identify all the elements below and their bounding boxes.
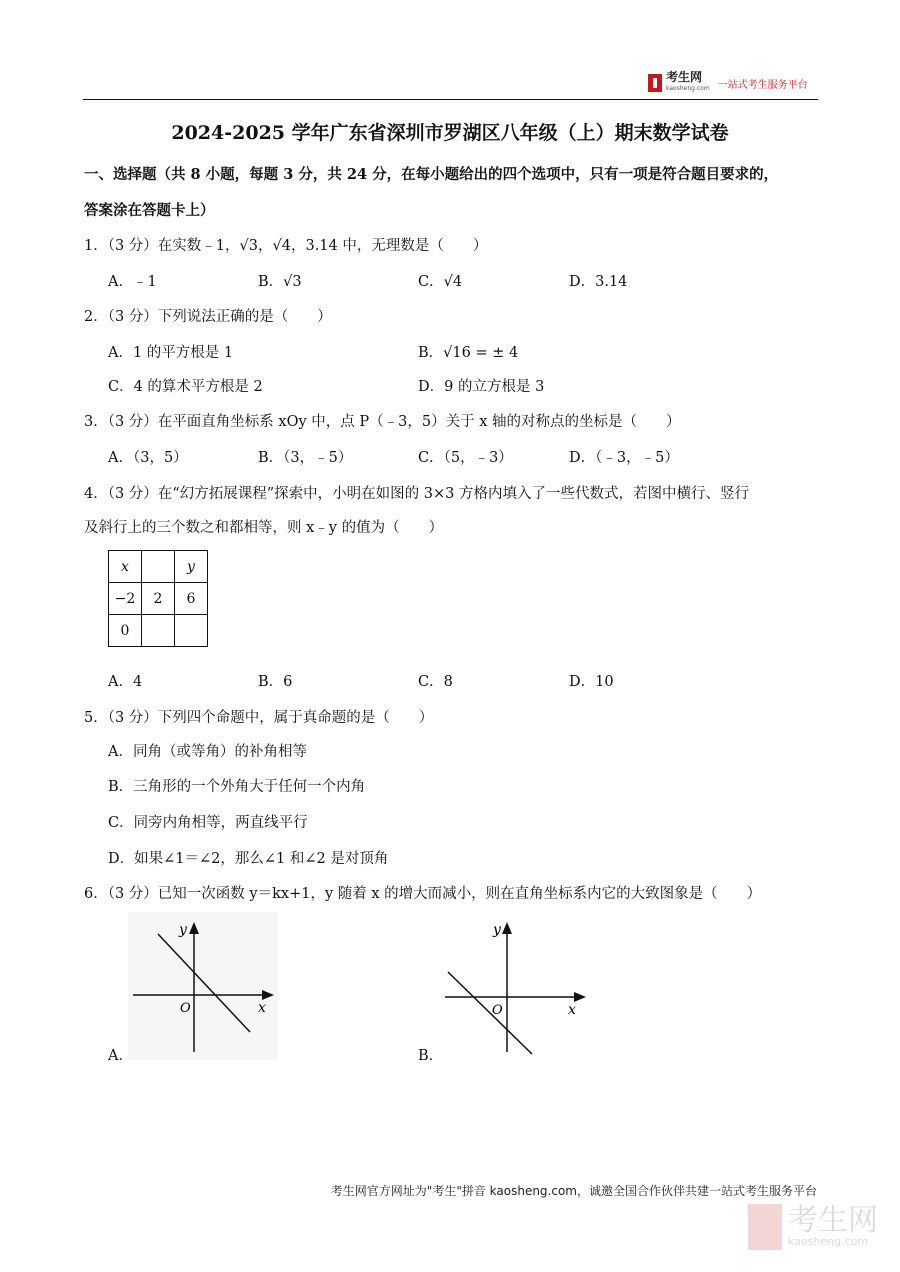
section-heading: 一、选择题（共 8 小题，每题 3 分，共 24 分，在每小题给出的四个选项中，只有一项是符合题目要求的， xyxy=(84,166,779,183)
q3-option-b[interactable]: B．（3，﹣5） xyxy=(258,450,353,466)
question-1-stem: 1．（3 分）在实数﹣1，√3，√4，3.14 中，无理数是（ ） xyxy=(84,238,488,254)
question-2-stem: 2．（3 分）下列说法正确的是（ ） xyxy=(84,309,332,325)
q6-option-b[interactable]: B． xyxy=(418,1048,444,1064)
magic-square-grid xyxy=(108,550,208,647)
axis-x-label: x xyxy=(258,1000,266,1016)
question-6-stem: 6．（3 分）已知一次函数 y＝kx+1，y 随着 x 的增大而减小，则在直角坐标系内它的大致图象是（ ） xyxy=(84,886,762,902)
q5-option-a[interactable]: A．同角（或等角）的补角相等 xyxy=(108,744,307,760)
site-logo xyxy=(648,72,808,94)
q5-option-b[interactable]: B．三角形的一个外角大于任何一个内角 xyxy=(108,779,366,795)
graph-b xyxy=(440,912,590,1060)
q3-option-a[interactable]: A．（3，5） xyxy=(108,450,188,466)
grid-cell: 2 xyxy=(142,583,175,615)
q5-option-d[interactable]: D．如果∠1＝∠2，那么∠1 和∠2 是对顶角 xyxy=(108,851,389,867)
q3-option-c[interactable]: C．（5，﹣3） xyxy=(418,450,513,466)
question-4-stem: 4．（3 分）在“幻方拓展课程”探索中，小明在如图的 3×3 方格内填入了一些代数式，若图中横行、竖行 xyxy=(84,486,749,502)
question-4-stem-cont: 及斜行上的三个数之和都相等，则 x﹣y 的值为（ ） xyxy=(84,520,444,536)
y-arrow-icon xyxy=(502,922,512,934)
q4-option-d[interactable]: D．10 xyxy=(569,674,614,690)
watermark-text: 考生网 kaosheng.com xyxy=(788,1203,878,1248)
axis-x-label: x xyxy=(568,1002,576,1018)
q4-option-b[interactable]: B．6 xyxy=(258,674,293,690)
q2-option-d[interactable]: D．9 的立方根是 3 xyxy=(418,379,545,395)
section-heading-cont: 答案涂在答题卡上） xyxy=(84,202,215,219)
origin-label: O xyxy=(180,1001,191,1016)
logo-slogan: 一站式考生服务平台 xyxy=(717,79,808,91)
origin-label: O xyxy=(492,1003,503,1018)
graph-a xyxy=(128,912,278,1060)
question-5-stem: 5．（3 分）下列四个命题中，属于真命题的是（ ） xyxy=(84,710,434,726)
x-arrow-icon xyxy=(574,992,586,1002)
grid-row xyxy=(109,615,208,647)
q1-option-c[interactable]: C．√4 xyxy=(418,274,463,290)
grid-cell xyxy=(142,615,175,647)
q2-option-b[interactable]: B．√16 = ± 4 xyxy=(418,345,519,361)
q1-option-b[interactable]: B．√3 xyxy=(258,274,302,290)
q1-option-d[interactable]: D．3.14 xyxy=(569,274,628,290)
q1-option-a[interactable]: A．﹣1 xyxy=(108,274,157,290)
q4-option-c[interactable]: C．8 xyxy=(418,674,453,690)
watermark-logo-icon xyxy=(748,1204,782,1250)
grid-cell: y xyxy=(175,551,208,583)
header-divider xyxy=(83,99,818,100)
q6-option-a[interactable]: A． xyxy=(108,1048,133,1064)
graph-a-bg xyxy=(128,912,278,1060)
grid-row xyxy=(109,551,208,583)
q3-option-d[interactable]: D．（﹣3，﹣5） xyxy=(569,450,679,466)
grid-cell: 0 xyxy=(109,615,142,647)
grid-row xyxy=(109,583,208,615)
q2-option-a[interactable]: A．1 的平方根是 1 xyxy=(108,345,234,361)
grid-cell xyxy=(142,551,175,583)
logo-icon xyxy=(648,74,662,92)
watermark xyxy=(748,1204,878,1250)
grid-cell: 6 xyxy=(175,583,208,615)
logo-brand: 考生网 kaosheng.com xyxy=(666,70,710,92)
grid-cell: x xyxy=(109,551,142,583)
axis-y-label: y xyxy=(493,922,501,938)
footer-text: 考生网官方网址为"考生"拼音 kaosheng.com，诚邀全国合作伙伴共建一站式考生服务平台 xyxy=(330,1184,817,1198)
q2-option-c[interactable]: C．4 的算术平方根是 2 xyxy=(108,379,263,395)
function-line xyxy=(448,972,532,1054)
q5-option-c[interactable]: C．同旁内角相等，两直线平行 xyxy=(108,815,308,831)
grid-cell: −2 xyxy=(109,583,142,615)
axis-y-label: y xyxy=(179,922,187,938)
question-3-stem: 3．（3 分）在平面直角坐标系 xOy 中，点 P（﹣3，5）关于 x 轴的对称点的坐标是（ ） xyxy=(84,414,681,430)
grid-cell xyxy=(175,615,208,647)
q4-option-a[interactable]: A．4 xyxy=(108,674,143,690)
page-title: 2024-2025 学年广东省深圳市罗湖区八年级（上）期末数学试卷 xyxy=(171,122,729,144)
